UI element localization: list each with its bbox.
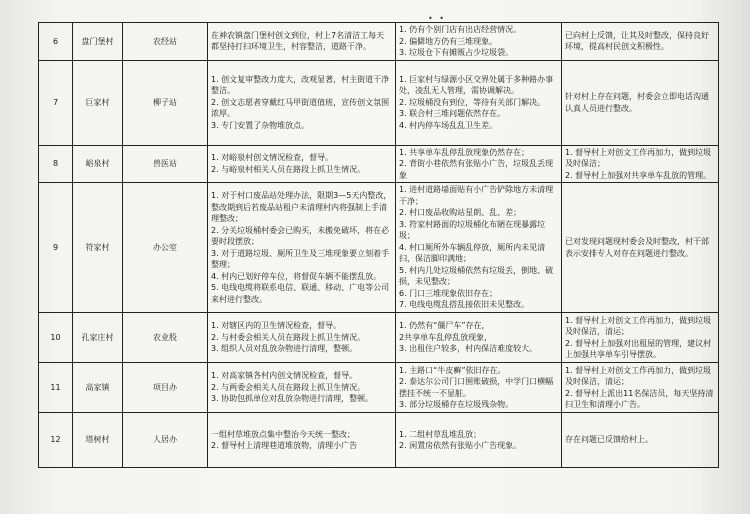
- rectification-cell: [562, 363, 719, 413]
- village-name: 孔家庄村: [73, 313, 123, 363]
- village-name: 符家村: [73, 183, 123, 313]
- table-row: [39, 413, 719, 468]
- cell-line: 1. 仍有个别门店有出店经营情况。: [399, 25, 522, 34]
- cell-line: 7. 电线电缆乱搭乱接依旧未见整改。: [399, 300, 530, 310]
- responsible-unit: 兽医站: [123, 145, 208, 183]
- cell-line: 1. 仍然有“僵尸车”存在，: [399, 321, 490, 331]
- cell-line: 5. 电线电缆将联系电信、联通、移动、广电等公司来村进行整改。: [211, 283, 390, 304]
- table-row: [39, 60, 719, 145]
- village-name: 盘门堡村: [73, 23, 123, 61]
- rectification-cell: [562, 145, 719, 183]
- cell-line: 3. 垃圾仓下有摊贩占少垃圾袋。: [399, 48, 514, 57]
- cell-line: 2. 督导村上派出11名保洁员，每天坚持清扫卫生和清理小广告。: [565, 388, 714, 409]
- cell-line: 2. 督导村上加强对出租屋的管理，建议村上加强共享单车引导摆放。: [565, 338, 712, 359]
- cell-line: 1. 督导村上对创文工作再加力，做到垃圾及时保洁，清运；: [565, 315, 712, 336]
- cell-line: 2. 背街小巷依然有张贴小广告，垃圾乱丢现象: [399, 159, 554, 180]
- cell-line: 2. 与村委会相关人员在路段上抓卫生情况。: [211, 332, 366, 342]
- cell-line: 5. 村内几处垃圾桶依然有垃圾丢，倒地、破损，未见整改；: [399, 265, 554, 287]
- cell-line: 3. 符家村路面的垃圾桶化布陋在现暴露垃圾；: [399, 219, 546, 241]
- table-row: [39, 363, 719, 413]
- responsible-unit: 项目办: [123, 363, 208, 413]
- row-number: 8: [39, 145, 73, 183]
- cell-line: 一组村草堆放点集中整治今天统一整改；: [211, 429, 355, 439]
- measures-cell: [208, 23, 396, 61]
- problems-cell: [396, 60, 562, 145]
- problems-cell: [396, 183, 562, 313]
- cell-line: 在神农镇盘门堡村创文到位，村上7名清洁工每天都坚持打扫环境卫生，村容整洁，道路干净。: [211, 30, 385, 52]
- measures-cell: [208, 413, 396, 468]
- village-name: 峪泉村: [73, 145, 123, 183]
- cell-line: 3. 出租住户较多，村内保洁难度较大。: [399, 344, 538, 354]
- cell-line: 2. 泰达尔公司门口围账破损，中学门口横幅摆挂不统一不显脏。: [399, 377, 554, 398]
- table-row: [39, 23, 719, 61]
- page-mark: • •: [428, 14, 446, 23]
- cell-line: 3. 部分垃圾桶存在垃圾残杂物。: [399, 400, 514, 409]
- cell-line: 2. 督导村上加强对共享单车乱放的管理。: [565, 170, 712, 180]
- cell-line: 1. 对辖区内的卫生情况检查，督导。: [211, 321, 342, 331]
- cell-line: 2. 闲置房依然有张贴小广告现象。: [399, 441, 522, 450]
- measures-cell: [208, 60, 396, 145]
- village-name: 塔树村: [73, 413, 123, 468]
- cell-line: 1. 对峪泉村创文情况检查，督导。: [211, 153, 334, 163]
- cell-line: 2. 垃圾桶没有到位，等待有关部门解决。: [399, 97, 546, 107]
- cell-line: 3. 联合村三堆问题依然存在。: [399, 109, 506, 119]
- cell-line: 4. 村内停车场乱乱卫生差。: [399, 120, 498, 130]
- cell-line: 2. 与两委会相关人员在路段上抓卫生情况。: [211, 382, 366, 392]
- rectification-cell: [562, 23, 719, 61]
- cell-line: 针对村上存在问题，村委会立即电话沟通认真人员进行整改。: [565, 92, 709, 113]
- cell-line: 3. 专门安置了杂物堆放点。: [211, 120, 310, 130]
- cell-line: 2. 村口废品收购站星朗、乱、差；: [399, 208, 522, 218]
- rectification-cell: [562, 313, 719, 363]
- measures-cell: [208, 313, 396, 363]
- cell-line: 1. 巨家村与绿源小区交界处属于多种路办事处，凌乱无人管理，需协调解决。: [399, 74, 554, 96]
- cell-line: 1. 二组村草乱堆乱放；: [399, 429, 482, 439]
- measures-cell: [208, 363, 396, 413]
- table-row: [39, 145, 719, 183]
- responsible-unit: 人居办: [123, 413, 208, 468]
- cell-line: 1. 主路口“牛皮癣”依旧存在。: [399, 365, 506, 375]
- row-number: 6: [39, 23, 73, 61]
- table-row: [39, 183, 719, 313]
- cell-line: 3. 对于道路垃圾、厕所卫生及三堆现象要立刻着手整理；: [211, 248, 390, 269]
- cell-line: 2. 分关垃圾桶村委会已购买，未搬免破坏，将在必要时段摆放；: [211, 225, 390, 246]
- village-name: 巨家村: [73, 60, 123, 145]
- cell-line: 1. 对高家镇各村内创文情况检查，督导。: [211, 371, 358, 381]
- village-name: 高家镇: [73, 363, 123, 413]
- inspection-table: [38, 22, 719, 468]
- cell-line: 已向村上反馈，让其及时整改，保持良好环境，提高村民创文积极性。: [565, 30, 709, 52]
- cell-line: 2. 督导村上清理巷道堆放物，清理小广告: [211, 441, 358, 450]
- problems-cell: [396, 145, 562, 183]
- responsible-unit: 柳子站: [123, 60, 208, 145]
- cell-line: 存在问题已反馈给村上。: [565, 435, 653, 445]
- measures-cell: [208, 183, 396, 313]
- row-number: 12: [39, 413, 73, 468]
- cell-line: 2. 创文志愿者穿戴红马甲街道值班，宣传创文氛围浓厚。: [211, 97, 390, 119]
- cell-line: 1. 共享单车乱停乱放现象仍然存在；: [399, 147, 530, 157]
- cell-line: 已对发现问题现村委会及时整改，村干部表示安排专人对存在问题进行整改。: [565, 237, 709, 258]
- cell-line: 1. 对于村口废品站处理办法，限期3—5天内整改，整改期到后若废品站租户未清理村内将强制上手清理整改；: [211, 191, 392, 223]
- row-number: 11: [39, 363, 73, 413]
- cell-line: 2共享单车乱停乱放现象，: [399, 332, 493, 342]
- rectification-cell: [562, 183, 719, 313]
- cell-line: 4. 村内已划好停车位，将督促车辆不能摆乱放。: [211, 271, 382, 281]
- cell-line: 3. 组织人员对乱放杂物进行清理，整顿。: [211, 344, 358, 354]
- responsible-unit: 农经站: [123, 23, 208, 61]
- responsible-unit: 农业股: [123, 313, 208, 363]
- rectification-cell: [562, 60, 719, 145]
- measures-cell: [208, 145, 396, 183]
- table-row: [39, 313, 719, 363]
- row-number: 7: [39, 60, 73, 145]
- responsible-unit: 办公室: [123, 183, 208, 313]
- cell-line: 1. 督导村上对创文工作再加力，做到垃圾及时保洁；: [565, 147, 712, 168]
- cell-line: 2. 偏僻地方仍有三堆现象。: [399, 36, 498, 46]
- problems-cell: [396, 313, 562, 363]
- problems-cell: [396, 363, 562, 413]
- cell-line: 3. 协助包抓单位对乱放杂物进行清理，整顿。: [211, 394, 374, 404]
- problems-cell: [396, 23, 562, 61]
- row-number: 10: [39, 313, 73, 363]
- cell-line: 6. 门口三堆现象依旧存在；: [399, 288, 498, 298]
- cell-line: 1. 督导村上对创文工作再加力，做到垃圾及时保洁，清运；: [565, 365, 712, 386]
- rectification-cell: [562, 413, 719, 468]
- row-number: 9: [39, 183, 73, 313]
- cell-line: 1. 创文复审整改力度大，改观显著，村主街道干净整洁。: [211, 74, 390, 96]
- cell-line: 4. 村口厕所外车辆乱停放，厕所内未见清扫，保洁脚印满地；: [399, 242, 546, 264]
- problems-cell: [396, 413, 562, 468]
- cell-line: 1. 进村道路墙面贴有小广告铲除地方未清理干净；: [399, 185, 554, 206]
- cell-line: 2. 与峪泉村相关人员在路段上抓卫生情况。: [211, 164, 366, 174]
